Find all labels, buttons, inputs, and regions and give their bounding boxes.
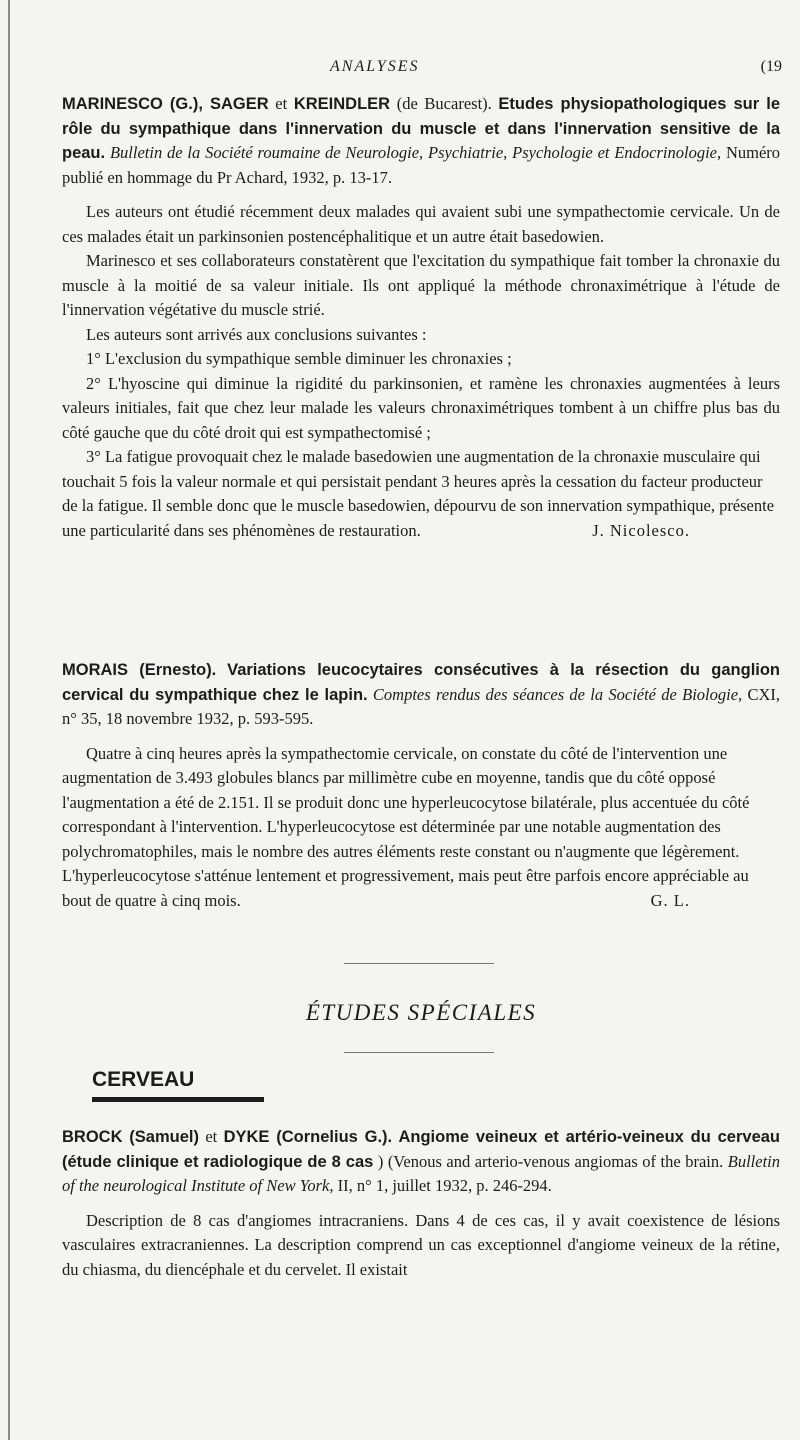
- entry-paragraph-text: 3° La fatigue provoquait chez le malade basedowien une augmentation de la chronaxie musculaire qui touchait 5 fois la valeur normale et qui persistait pendant 3 heures après la cessation du facteur producteur de la fatigue. Il semble donc que le muscle basedowien, dépourvu de son innervation sympathique, présente une particularité dans ses phénomènes de restauration.: [62, 447, 775, 540]
- abstract-entry-brock: [62, 1125, 780, 1282]
- entry-citation: CXI, n° 35, 18 novembre 1932, p. 593-595.: [62, 684, 781, 728]
- entry-paragraph: Les auteurs sont arrivés aux conclusions suivantes :: [86, 324, 427, 344]
- section-divider: [344, 1052, 494, 1053]
- entry-authors-conjunction: et: [275, 94, 288, 113]
- abstract-entry-marinesco: [62, 92, 780, 543]
- entry-title: Etudes physiopathologiques sur le rôle du sympathique dans l'innervation du muscle et dans l'innervation sensitive de la peau.: [62, 95, 781, 162]
- entry-title: Variations leucocytaires consécutives à la résection du ganglion cervical du sympathique chez le lapin.: [62, 661, 781, 704]
- entry-paragraph: [62, 445, 780, 543]
- subsection-heading: CERVEAU: [92, 1068, 195, 1091]
- entry-journal: Bulletin of the neurological Institute of New York,: [62, 1151, 781, 1195]
- entry-authors: MORAIS (Ernesto).: [62, 661, 217, 679]
- entry-journal: Bulletin de la Société roumaine de Neurologie, Psychiatrie, Psychologie et Endocrinologie,: [109, 143, 722, 162]
- reviewer-signature: J. Nicolesco.: [592, 520, 690, 540]
- page-edge-line: [8, 0, 10, 1440]
- entry-heading: [62, 658, 780, 732]
- entry-paragraph: Marinesco et ses collaborateurs constatèrent que l'excitation du sympathique fait tomber la chronaxie du muscle à la moitié de sa valeur initiale. Ils ont appliqué la méthode chronaximétrique à l'étude de l'innervation végétative du muscle strié.: [62, 251, 780, 319]
- entry-heading: [62, 1125, 780, 1199]
- entry-citation: Numéro publié en hommage du Pr Achard, 1932, p. 13-17.: [62, 143, 781, 187]
- subsection-underline: [92, 1097, 264, 1102]
- entry-authors: BROCK (Samuel): [62, 1128, 199, 1146]
- entry-citation: II, n° 1, juillet 1932, p. 246-294.: [337, 1176, 552, 1195]
- running-head-title: ANALYSES: [330, 58, 420, 75]
- section-divider: [344, 963, 494, 964]
- entry-title: Angiome veineux et artério-veineux du cerveau (étude clinique et radiologique de 8 cas: [62, 1128, 781, 1171]
- entry-paragraph: [62, 742, 780, 914]
- entry-paragraph-text: Quatre à cinq heures après la sympathectomie cervicale, on constate du côté de l'intervention une augmentation de 3.493 globules blancs par millimètre cube en moyenne, tandis que du côté opposé l'augmentation a été de 2.151. Il se produit donc une hyperleucocytose bilatérale, plus accentuée du côté correspondant à l'intervention. L'hyperleucocytose est déterminée par une notable augmentation des polychromatophiles, mais le nombre des autres éléments reste constant ou n'augmente que légèrement. L'hyperleucocytose s'atténue lentement et progressivement, mais peut être parfois encore appréciable au bout de quatre à cinq mois.: [62, 743, 750, 910]
- entry-paragraph: Description de 8 cas d'angiomes intracraniens. Dans 4 de ces cas, il y avait coexistence de lésions vasculaires extracraniennes. La description comprend un cas exceptionnel d'angiome veineux de la rétine, du chiasma, du diencéphale et du cervelet. Il existait: [62, 1210, 780, 1279]
- entry-journal: Comptes rendus des séances de la Société de Biologie,: [372, 684, 743, 704]
- section-title: ÉTUDES SPÉCIALES: [305, 1000, 537, 1025]
- entry-heading: [62, 92, 780, 190]
- entry-paragraph: 1° L'exclusion du sympathique semble diminuer les chronaxies ;: [86, 349, 512, 368]
- entry-authors: KREINDLER: [293, 95, 391, 113]
- entry-paragraph: Les auteurs ont étudié récemment deux malades qui avaient subi une sympathectomie cervicale. Un de ces malades était un parkinsonien postencéphalitique et un autre était basedowien.: [62, 202, 780, 246]
- entry-authors: DYKE (Cornelius G.).: [223, 1128, 393, 1146]
- entry-translation: ) (Venous and arterio-venous angiomas of the brain.: [377, 1151, 724, 1171]
- entry-authors: MARINESCO (G.), SAGER: [62, 95, 269, 113]
- abstract-entry-morais: [62, 658, 780, 913]
- entry-origin: (de Bucarest).: [396, 94, 492, 113]
- reviewer-signature: G. L.: [650, 890, 690, 910]
- entry-authors-conjunction: et: [205, 1127, 218, 1146]
- entry-paragraph: 2° L'hyoscine qui diminue la rigidité du parkinsonien, et ramène les chronaxies augmentées à leurs valeurs initiales, fait que chez leur malade les valeurs chronaximétriques tombent à un chiffre plus bas du côté gauche que du côté droit qui est sympathectomisé ;: [62, 373, 780, 442]
- running-head: [62, 58, 782, 82]
- page-number: (19: [760, 58, 782, 75]
